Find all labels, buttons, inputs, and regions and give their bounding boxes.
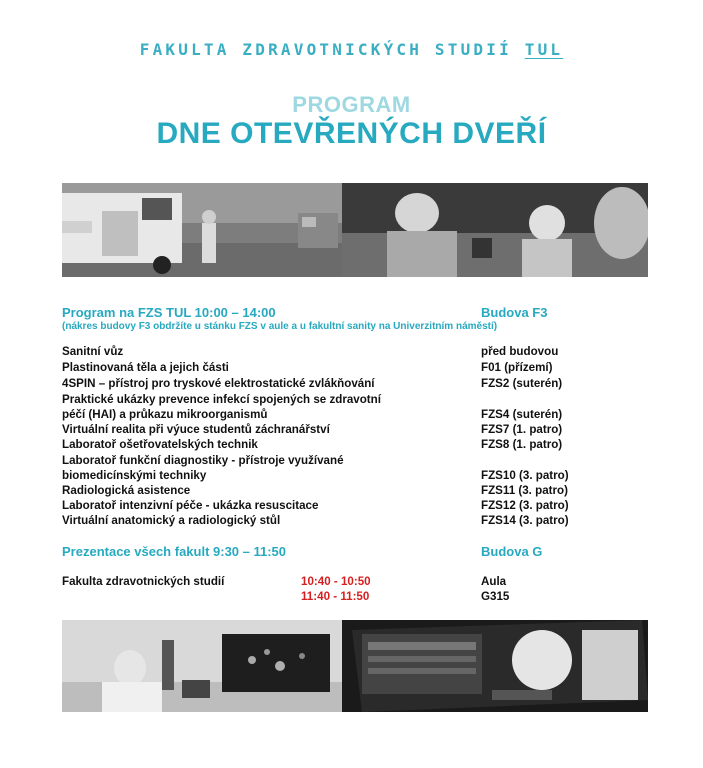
session-time: 10:40 - 10:50 [301, 575, 371, 588]
faculty-header [0, 40, 703, 59]
program-item-location: FZS4 (suterén) [481, 408, 563, 421]
medical-staff-photo [342, 183, 648, 277]
program-item: Virtuální realita při výuce studentů záchranářství [62, 423, 330, 436]
program-item: Plastinovaná těla a jejich části [62, 361, 229, 374]
program-item-location: FZS2 (suterén) [481, 377, 563, 390]
all-faculties-building: Budova G [481, 544, 543, 559]
program-item-location: FZS12 (3. patro) [481, 499, 569, 512]
fzs-program-building: Budova F3 [481, 305, 548, 320]
program-item: Laboratoř intenzivní péče - ukázka resuscitace [62, 499, 319, 512]
program-item-location: F01 (přízemí) [481, 361, 553, 374]
laboratory-microscope-photo [62, 620, 342, 712]
program-item-location: FZS14 (3. patro) [481, 514, 569, 527]
program-item: Virtuální anatomický a radiologický stůl [62, 514, 281, 527]
session-location: G315 [481, 590, 510, 603]
all-faculties-heading: Prezentace všech fakult 9:30 – 11:50 [62, 544, 287, 559]
program-item: Laboratoř ošetřovatelských technik [62, 438, 258, 451]
program-item: Sanitní vůz [62, 345, 124, 358]
session-location: Aula [481, 575, 507, 588]
anatomy-table-photo [342, 620, 648, 712]
program-item-location: FZS7 (1. patro) [481, 423, 563, 436]
poster-title: DNE OTEVŘENÝCH DVEŘÍ [156, 117, 547, 150]
program-item: Laboratoř funkční diagnostiky - přístroje využívané [62, 454, 344, 467]
program-item: biomedicínskými techniky [62, 469, 207, 482]
program-item-location: FZS10 (3. patro) [481, 469, 569, 482]
building-map-note: (nákres budovy F3 obdržíte u stánku FZS v aule a u fakultní sanity na Univerzitním náměstí) [62, 321, 498, 332]
program-label: PROGRAM [292, 92, 411, 117]
ambulance-photo [62, 183, 342, 277]
program-item: Praktické ukázky prevence infekcí spojených se zdravotní [62, 393, 381, 406]
program-item: Radiologická asistence [62, 484, 191, 497]
faculty-presentation-name: Fakulta zdravotnických studií [62, 575, 225, 588]
program-item-location: FZS8 (1. patro) [481, 438, 563, 451]
tul-logo-text: TUL [524, 40, 564, 59]
session-time: 11:40 - 11:50 [301, 590, 370, 603]
program-item-location: před budovou [481, 345, 559, 358]
program-item: 4SPIN – přístroj pro tryskové elektrostatické zvlákňování [62, 377, 375, 390]
program-item-location: FZS11 (3. patro) [481, 484, 568, 497]
fzs-program-heading: Program na FZS TUL 10:00 – 14:00 [62, 305, 276, 320]
faculty-name: FAKULTA ZDRAVOTNICKÝCH STUDIÍ [139, 40, 512, 59]
program-item: péčí (HAI) a průkazu mikroorganismů [62, 408, 268, 421]
